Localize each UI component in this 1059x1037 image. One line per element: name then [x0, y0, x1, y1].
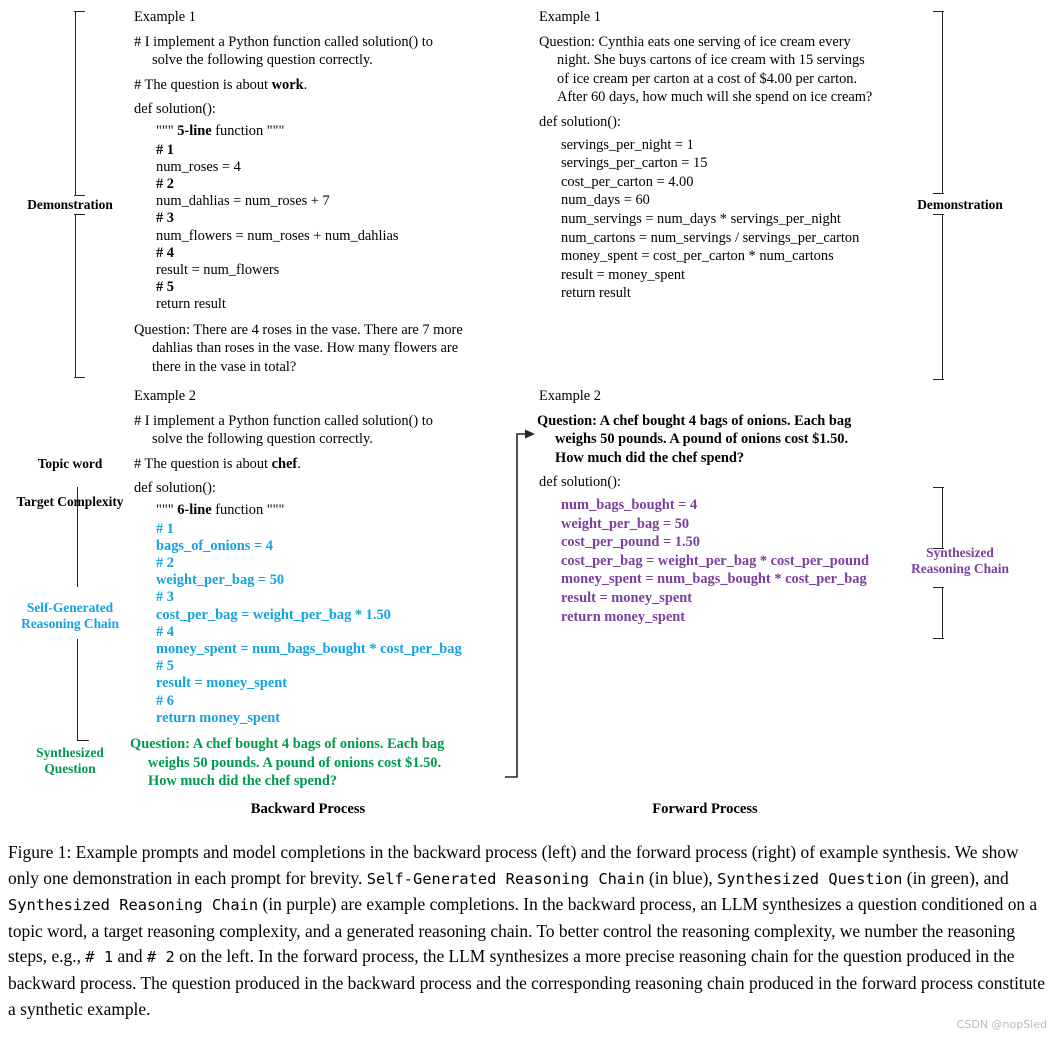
left-ex2-code-line: money_spent = num_bags_bought * cost_per_bag — [156, 640, 462, 657]
label-target-complexity: Target Complexity — [16, 494, 124, 509]
left-ex2-comment-2-suffix: . — [297, 455, 301, 472]
left-ex2-docstring-rest: function — [215, 501, 264, 518]
left-ex2-comment-2-prefix: # The question is about — [134, 455, 272, 472]
figure-caption — [8, 840, 1051, 1022]
left-example-2-title: Example 2 — [134, 388, 196, 404]
left-ex2-code-line: cost_per_bag = weight_per_bag * 1.50 — [156, 606, 391, 623]
right-ex1-code-line: num_days = 60 — [561, 192, 650, 209]
right-ex1-code-line: servings_per_carton = 15 — [561, 155, 708, 172]
left-ex1-comment-2 — [134, 76, 504, 95]
left-ex2-synthesized-question — [130, 735, 504, 791]
left-reasoning-chain-bracket-lower — [77, 639, 89, 741]
left-ex1-step-marker: # 3 — [156, 210, 174, 227]
right-ex2-code-line: return money_spent — [561, 608, 686, 625]
right-ex1-code-line: num_servings = num_days * servings_per_night — [561, 210, 841, 227]
left-ex1-question — [134, 321, 504, 377]
right-ex1-code-line: servings_per_night = 1 — [561, 136, 694, 153]
label-topic-word: Topic word — [37, 456, 103, 471]
left-ex1-question-line-1: Question: There are 4 roses in the vase. There are 7 more — [134, 321, 463, 338]
right-ex2-question-line-1: Question: A chef bought 4 bags of onions. Each bag — [537, 412, 852, 429]
left-example-2-block — [130, 387, 504, 797]
right-example-2-block — [539, 387, 919, 626]
caption-segment-1: Figure 1: Example prompts and model completions in the backward process (left) and the forward process (right) of example synthesis. We show only one demonstration in each prompt for brevity. — [8, 842, 1019, 888]
left-ex1-code-line: return result — [156, 296, 226, 313]
left-ex1-docstring-close: """ — [266, 122, 285, 139]
right-ex2-reasoning-chain — [539, 496, 919, 626]
left-ex1-comment-2-suffix: . — [303, 76, 308, 93]
left-ex2-docstring-complexity: 6-line — [177, 501, 212, 518]
left-ex2-def-line: def solution(): — [134, 480, 216, 497]
right-reasoning-chain-bracket-lower — [942, 587, 943, 639]
left-ex2-step-marker: # 6 — [156, 692, 174, 709]
right-ex1-def-line: def solution(): — [539, 113, 621, 130]
right-ex1-question-line-1: Question: Cynthia eats one serving of ice cream every — [539, 33, 851, 50]
left-ex2-docstring — [134, 501, 504, 520]
left-ex2-step-marker: # 1 — [156, 520, 174, 537]
caption-mono-synthesized-reasoning-chain: Synthesized Reasoning Chain — [8, 896, 259, 915]
left-ex1-comment-1-line-1: # I implement a Python function called solution() to — [134, 33, 433, 50]
caption-mono-step-marker-1: # 1 — [85, 948, 114, 967]
left-ex1-step-marker: # 5 — [156, 279, 174, 296]
left-ex1-question-line-2: dahlias than roses in the vase. How many flowers are — [152, 340, 459, 357]
label-self-generated-line-2: Reasoning Chain — [21, 616, 119, 631]
left-ex2-code-line: result = money_spent — [156, 675, 288, 692]
watermark: CSDN @nopSled — [956, 1018, 1047, 1031]
left-ex2-code-line: return money_spent — [156, 709, 281, 726]
caption-segment-4: (in purple) are example completions. In the backward process, an LLM synthesizes a question conditioned on a topic word, a target reasoning complexity, and a generated reasoning chain. To better control the reasoning complexity, we number the reasoning steps, e.g., — [8, 894, 1038, 967]
left-ex1-docstring — [134, 122, 504, 141]
right-example-2-title: Example 2 — [539, 388, 601, 404]
label-synthesized-reasoning-line-1: Synthesized — [926, 545, 994, 560]
right-ex2-code-line: num_bags_bought = 4 — [561, 496, 698, 513]
caption-segment-5: and — [113, 946, 147, 967]
right-ex2-code-line: cost_per_pound = 1.50 — [561, 534, 700, 551]
left-ex1-code-line: num_dahlias = num_roses + 7 — [156, 193, 330, 210]
right-ex1-code-line: return result — [561, 285, 631, 302]
right-ex1-question-line-3: of ice cream per carton at a cost of $4.00 per carton. — [557, 70, 858, 87]
right-ex2-question-line-3: How much did the chef spend? — [555, 449, 745, 466]
caption-mono-self-generated-reasoning-chain: Self-Generated Reasoning Chain — [366, 869, 645, 888]
left-ex2-step-marker: # 3 — [156, 589, 174, 606]
right-ex1-code-line: result = money_spent — [561, 266, 686, 283]
left-ex1-def-line: def solution(): — [134, 101, 216, 118]
left-ex1-docstring-complexity: 5-line — [177, 122, 212, 139]
left-ex1-docstring-rest: function — [215, 122, 264, 139]
right-ex1-code-line: money_spent = cost_per_carton * num_cartons — [561, 248, 834, 265]
left-ex1-question-line-3: there in the vase in total? — [152, 358, 297, 375]
caption-segment-3: (in green), and — [902, 867, 1009, 888]
right-ex2-question — [539, 412, 919, 468]
right-demonstration-bracket-upper — [942, 11, 943, 194]
left-ex2-comment-1-line-2: solve the following question correctly. — [152, 431, 373, 448]
label-self-generated-reasoning-chain — [0, 600, 140, 632]
right-example-1-title: Example 1 — [539, 9, 601, 25]
left-ex2-step-marker: # 5 — [156, 658, 174, 675]
right-ex1-question-line-2: night. She buys cartons of ice cream with 15 servings — [557, 52, 865, 69]
left-ex1-topic-word: work — [271, 76, 304, 93]
label-synthesized-reasoning-line-2: Reasoning Chain — [911, 561, 1009, 576]
right-demonstration-bracket-lower — [942, 214, 943, 380]
right-ex2-code-line: money_spent = num_bags_bought * cost_per_bag — [561, 571, 867, 588]
caption-mono-synthesized-question: Synthesized Question — [717, 869, 903, 888]
left-ex2-comment-1 — [134, 412, 504, 449]
right-ex2-code-line: weight_per_bag = 50 — [561, 515, 690, 532]
left-ex2-question-line-2: weighs 50 pounds. A pound of onions cost $1.50. — [148, 754, 442, 771]
left-ex1-comment-2-prefix: # The question is about — [134, 76, 272, 93]
left-ex2-topic-word: chef — [271, 455, 298, 472]
left-ex2-reasoning-chain — [134, 521, 504, 727]
right-ex2-code-line: cost_per_bag = weight_per_bag * cost_per_pound — [561, 552, 870, 569]
right-ex2-code-line: result = money_spent — [561, 589, 693, 606]
caption-segment-6: on the left. In the forward process, the LLM synthesizes a more precise reasoning chain for the question produced in the backward process. The question produced in the backward process and the corresponding reasoning chain produced in the forward process constitute a synthetic example. — [8, 946, 1045, 1019]
label-backward-process: Backward Process — [250, 801, 366, 817]
caption-segment-2: (in blue), — [644, 867, 718, 888]
left-ex2-question-line-1: Question: A chef bought 4 bags of onions. Each bag — [130, 736, 445, 752]
left-ex1-code-line: num_roses = 4 — [156, 158, 241, 175]
left-ex1-step-marker: # 1 — [156, 141, 174, 158]
label-self-generated-line-1: Self-Generated — [26, 600, 114, 615]
left-ex1-step-marker: # 2 — [156, 175, 174, 192]
right-ex2-def-line: def solution(): — [539, 474, 621, 491]
left-ex2-docstring-open: """ — [156, 501, 174, 518]
left-ex1-comment-1-line-2: solve the following question correctly. — [152, 52, 373, 69]
left-ex2-step-marker: # 2 — [156, 554, 174, 571]
right-ex1-code-line: cost_per_carton = 4.00 — [561, 173, 694, 190]
left-ex2-step-marker: # 4 — [156, 623, 174, 640]
label-forward-process: Forward Process — [652, 801, 758, 817]
caption-mono-step-marker-2: # 2 — [146, 948, 175, 967]
left-ex2-code-line: bags_of_onions = 4 — [156, 537, 273, 554]
right-reasoning-chain-bracket-upper — [942, 487, 943, 549]
left-example-1-block — [134, 8, 504, 382]
left-ex1-comment-1 — [134, 33, 504, 70]
left-demonstration-bracket-upper — [75, 11, 76, 196]
left-ex1-step-marker: # 4 — [156, 244, 174, 261]
left-ex2-question-line-3: How much did the chef spend? — [148, 773, 338, 790]
right-ex1-question — [539, 33, 919, 107]
label-right-demonstration: Demonstration — [917, 197, 1003, 212]
left-ex2-code-line: weight_per_bag = 50 — [156, 572, 285, 589]
left-ex2-docstring-close: """ — [266, 501, 285, 518]
left-ex1-docstring-open: """ — [156, 122, 174, 139]
label-left-demonstration: Demonstration — [27, 197, 113, 212]
label-synthesized-question-line-1: Synthesized — [36, 745, 104, 760]
left-ex2-comment-2 — [134, 455, 504, 474]
left-ex2-comment-1-line-1: # I implement a Python function called solution() to — [134, 412, 433, 429]
right-example-1-block — [539, 8, 919, 303]
right-ex2-question-line-2: weighs 50 pounds. A pound of onions cost $1.50. — [555, 431, 849, 448]
label-synthesized-reasoning-chain — [880, 545, 1040, 577]
right-ex1-code-block — [539, 136, 919, 303]
left-example-1-title: Example 1 — [134, 9, 196, 25]
label-synthesized-question-line-2: Question — [44, 761, 96, 776]
left-ex1-code-line: num_flowers = num_roses + num_dahlias — [156, 227, 399, 244]
label-synthesized-question — [0, 745, 140, 777]
left-ex1-code-line: result = num_flowers — [156, 261, 280, 278]
left-ex1-code-block — [134, 142, 504, 314]
right-ex1-question-line-4: After 60 days, how much will she spend on ice cream? — [557, 89, 873, 106]
right-ex1-code-line: num_cartons = num_servings / servings_per_carton — [561, 229, 860, 246]
left-demonstration-bracket-lower — [75, 214, 76, 378]
